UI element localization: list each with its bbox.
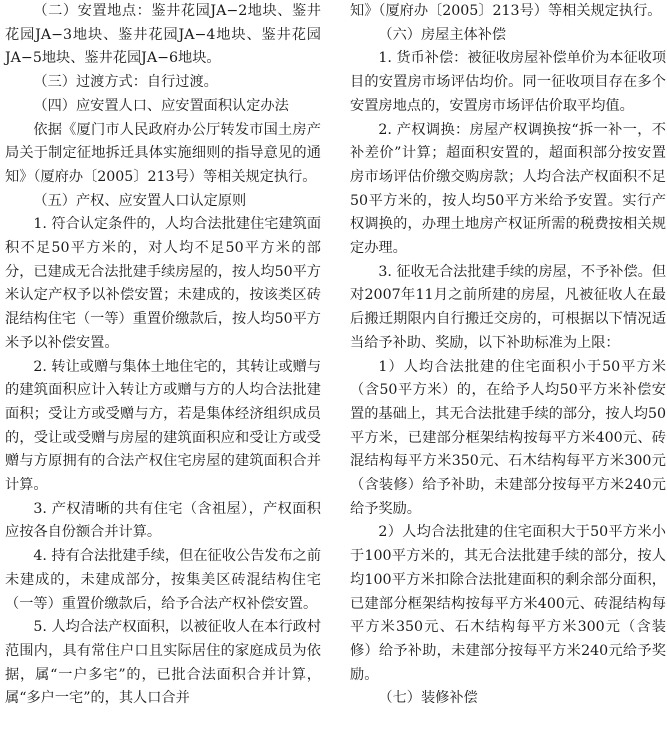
- paragraph: 1）人均合法批建的住宅面积小于50平方米（含50平方米）的，在给予人均50平方米补偿安置的基础上，其无合法批建手续的部分，按人均50平方米，已建部分框架结构按每平方米400元、砖混结构每平方米350元、石木结构每平方米300元（含装修）给予补助，未建部分按每平方米240元给予奖励。: [350, 358, 666, 517]
- paragraph: 2. 转让或赠与集体土地住宅的，其转让或赠与的建筑面积应计入转让方或赠与方的人均合法批建面积；受让方或受赠与方，若是集体经济组织成员的，受让或受赠与房屋的建筑面积应和受让方或受赠与方原拥有的合法产权住宅房屋的建筑面积合并计算。: [5, 358, 322, 494]
- paragraph-continuation: 知》（厦府办〔2005〕213号）等相关规定执行。: [350, 3, 662, 19]
- paragraph: 3. 产权清晰的共有住宅（含祖屋），产权面积应按各自份额合并计算。: [5, 500, 321, 541]
- paragraph: 1. 符合认定条件的，人均合法批建住宅建筑面积不足50平方米的，对人均不足50平方米的部分，已建成无合法批建手续房屋的，按人均50平方米认定产权予以补偿安置；未建成的，按该类区砖混结构住宅（一等）重置价缴款后，按人均50平方米予以补偿安置。: [5, 216, 322, 351]
- paragraph: 1. 货币补偿：被征收房屋补偿单价为本征收项目的安置房市场评估均价。同一征收项目存在多个安置房地点的，安置房市场评估价取平均值。: [350, 50, 667, 114]
- section-heading: （四）应安置人口、应安置面积认定办法: [33, 97, 289, 114]
- section-heading: （六）房屋主体补偿: [378, 26, 507, 43]
- paragraph: 2. 产权调换：房屋产权调换按“拆一补一，不补差价”计算；超面积安置的，超面积部分按安置房市场评估价缴交购房款；人均合法产权面积不足50平方米的，按人均50平方米给予安置。实行产权调换的，办理土地房产权证所需的税费按相关规定办理。: [350, 121, 666, 257]
- section-heading: （七）装修补偿: [378, 690, 478, 707]
- section-heading: （五）产权、应安置人口认定原则: [33, 192, 247, 209]
- right-column: [350, 0, 666, 711]
- paragraph: 5. 人均合法产权面积，以被征收人在本行政村范围内，具有常住户口且实际居住的家庭成员为依据，属“一户多宅”的，已批合法面积合并计算，属“多户一宅”的，其人口合并: [5, 619, 322, 707]
- paragraph: 依据《厦门市人民政府办公厅转发市国土房产局关于制定征地拆迁具体实施细则的指导意见的通知》（厦府办〔2005〕213号）等相关规定执行。: [5, 121, 321, 185]
- paragraph: 2）人均合法批建的住宅面积大于50平方米小于100平方米的，其无合法批建手续的部分，按人均100平方米扣除合法批建面积的剩余部分面积，已建部分框架结构按每平方米400元、砖混结构每平方米350元、石木结构每平方米300元（含装修）给予补助，未建部分按每平方米240元给予奖励。: [350, 524, 666, 683]
- paragraph: 3. 征收无合法批建手续的房屋，不予补偿。但对2007年11月之前所建的房屋，凡被征收人在最后搬迁期限内自行搬迁交房的，可根据以下情况适当给予补助、奖励，以下补助标准为上限：: [350, 263, 667, 351]
- section-heading: （三）过渡方式：自行过渡。: [33, 74, 218, 91]
- paragraph: （二）安置地点：鉴井花园JA−2地块、鉴井花园JA−3地块、鉴井花园JA−4地块、鉴井花园JA−5地块、鉴井花园JA−6地块。: [5, 3, 321, 67]
- left-column: [5, 0, 321, 711]
- paragraph: 4. 持有合法批建手续，但在征收公告发布之前未建成的，未建成部分，按集美区砖混结构住宅（一等）重置价缴款后，给予合法产权补偿安置。: [5, 548, 322, 612]
